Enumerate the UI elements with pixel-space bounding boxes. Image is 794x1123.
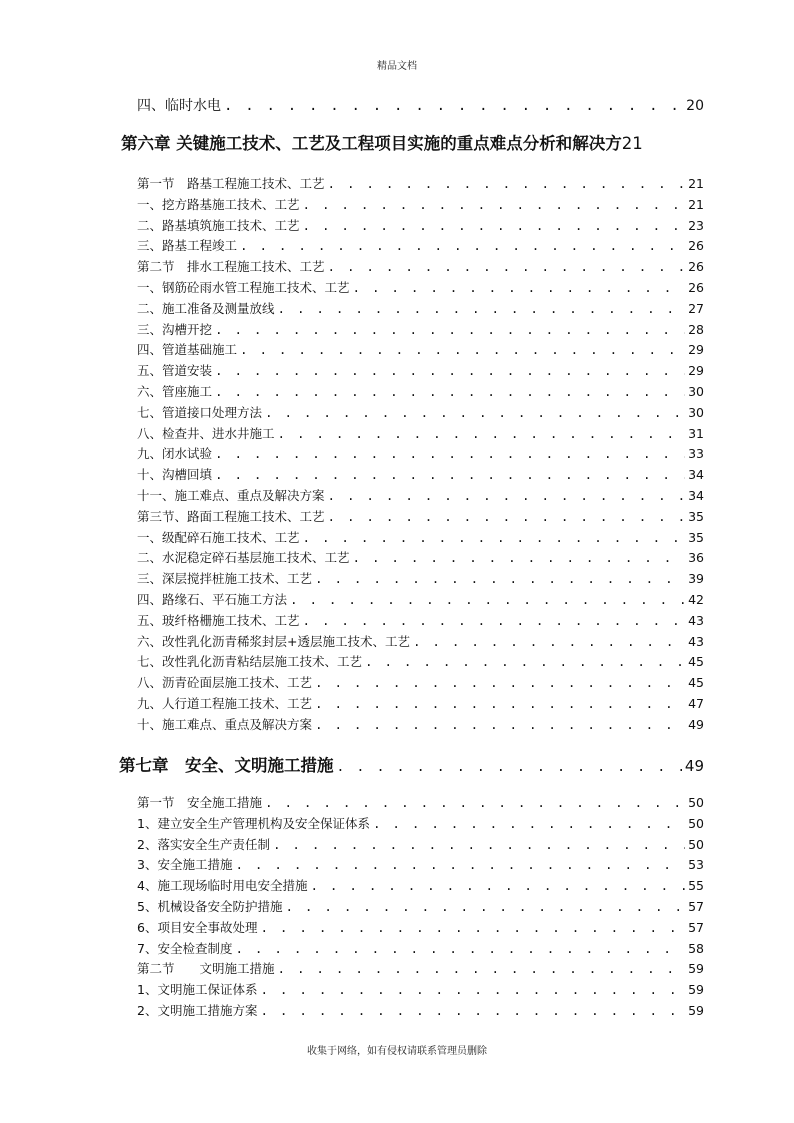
toc-entry xyxy=(137,528,704,545)
toc-entry-page: 28 xyxy=(688,321,704,337)
toc-entry-label: 七、改性乳化沥青粘结层施工技术、工艺 xyxy=(137,654,363,670)
toc-entry-page: 45 xyxy=(688,675,704,691)
toc-leader-dots xyxy=(265,795,685,810)
toc-entry-page: 21 xyxy=(688,196,704,212)
toc-entry xyxy=(137,216,704,233)
toc-entry-page: 43 xyxy=(688,612,704,628)
toc-entry-label: 十、沟槽回填 xyxy=(137,467,213,483)
toc-entry-page: 34 xyxy=(688,467,704,483)
toc-entry xyxy=(137,320,704,337)
toc-entry xyxy=(137,793,704,810)
toc-entry-label: 7、安全检查制度 xyxy=(137,940,233,956)
toc-entry-label: 五、管道安装 xyxy=(137,363,213,379)
toc-leader-dots xyxy=(328,509,686,524)
toc-entry-page: 29 xyxy=(688,363,704,379)
toc-entry-label: 四、路缘石、平石施工方法 xyxy=(137,592,288,607)
page-header: 精品文档 xyxy=(377,61,417,72)
toc-entry-label: 六、管座施工 xyxy=(137,384,213,399)
toc-leader-dots xyxy=(290,592,685,607)
toc-leader-dots xyxy=(373,816,685,831)
toc-entry xyxy=(137,694,704,711)
toc-entry-label: 三、深层搅拌桩施工技术、工艺 xyxy=(137,571,313,587)
toc-entry-page: 33 xyxy=(688,446,704,462)
toc-leader-dots xyxy=(215,446,685,461)
toc-entry xyxy=(137,652,704,669)
toc-entry-label: 四、管道基础施工 xyxy=(137,342,238,358)
toc-entry-page: 26 xyxy=(688,238,704,254)
toc-entry-label: 七、管道接口处理方法 xyxy=(137,404,263,420)
toc-leader-dots xyxy=(278,426,686,441)
toc-entry-label: 6、项目安全事故处理 xyxy=(137,919,258,935)
toc-entry-label: 3、安全施工措施 xyxy=(137,857,233,873)
toc-entry-page: 30 xyxy=(688,384,704,399)
toc-entry xyxy=(137,95,704,115)
toc-leader-dots xyxy=(328,259,686,274)
toc-entry xyxy=(137,897,704,914)
toc-entry xyxy=(137,340,704,357)
toc-leader-dots xyxy=(260,920,685,935)
toc-entry-page: 34 xyxy=(688,488,704,503)
toc-entry-page: 57 xyxy=(688,899,704,914)
toc-entry xyxy=(137,257,704,274)
toc-entry xyxy=(137,174,704,191)
chapter-page: 21 xyxy=(621,134,643,153)
toc-leader-dots xyxy=(265,405,685,420)
toc-entry xyxy=(137,361,704,378)
toc-entry-page: 50 xyxy=(688,815,704,831)
toc-entry xyxy=(137,465,704,482)
toc-leader-dots xyxy=(235,857,685,872)
chapter-heading xyxy=(119,752,704,776)
toc-entry-page: 35 xyxy=(688,508,704,524)
toc-entry xyxy=(137,569,704,586)
toc-leader-dots xyxy=(240,342,685,357)
toc-leader-dots xyxy=(303,613,686,628)
toc-entry xyxy=(137,611,704,628)
toc-entry xyxy=(137,403,704,420)
toc-entry xyxy=(137,959,704,976)
toc-leader-dots xyxy=(215,384,685,399)
toc-entry xyxy=(137,715,704,732)
toc-entry xyxy=(137,382,704,399)
toc-entry-page: 20 xyxy=(686,98,704,114)
toc-entry-label: 第一节 安全施工措施 xyxy=(137,795,263,810)
toc-entry-label: 八、检查井、进水井施工 xyxy=(137,425,275,441)
toc-leader-dots xyxy=(215,467,685,482)
toc-entry-label: 六、改性乳化沥青稀浆封层+透层施工技术、工艺 xyxy=(137,633,410,649)
toc-entry-page: 27 xyxy=(688,300,704,316)
toc-entry-page: 57 xyxy=(688,919,704,935)
toc-entry-label: 第三节、路面工程施工技术、工艺 xyxy=(137,508,325,524)
toc-entry-label: 1、文明施工保证体系 xyxy=(137,982,258,998)
toc-entry-label: 一、级配碎石施工技术、工艺 xyxy=(137,529,300,545)
toc-entry-page: 42 xyxy=(688,592,704,607)
toc-entry-page: 59 xyxy=(688,982,704,998)
toc-entry-page: 31 xyxy=(688,425,704,441)
toc-entry-label: 四、临时水电 xyxy=(137,98,221,114)
toc-entry-page: 49 xyxy=(688,716,704,732)
toc-entry-page: 50 xyxy=(688,795,704,810)
toc-leader-dots xyxy=(353,280,686,295)
toc-entry-label: 三、路基工程竣工 xyxy=(137,238,238,254)
toc-entry xyxy=(137,444,704,461)
toc-entry xyxy=(137,236,704,253)
toc-leader-dots xyxy=(315,717,685,732)
toc-entry-label: 五、玻纤格栅施工技术、工艺 xyxy=(137,612,300,628)
toc-leader-dots xyxy=(315,696,685,711)
chapter-title: 第七章 安全、文明施工措施 xyxy=(119,756,334,775)
toc-entry-label: 一、钢筋砼雨水管工程施工技术、工艺 xyxy=(137,280,350,295)
toc-leader-dots xyxy=(240,238,685,253)
toc-entry xyxy=(137,195,704,212)
toc-leader-dots xyxy=(315,675,685,690)
toc-entry-page: 47 xyxy=(688,696,704,711)
toc-entry-label: 三、沟槽开挖 xyxy=(137,321,213,337)
toc-entry-page: 39 xyxy=(688,571,704,587)
toc-leader-dots xyxy=(260,982,685,997)
toc-entry-page: 55 xyxy=(688,878,704,894)
toc-leader-dots xyxy=(337,760,682,775)
toc-leader-dots xyxy=(278,301,686,316)
page-footer: 收集于网络，如有侵权请联系管理员删除 xyxy=(307,1046,487,1057)
toc-entry xyxy=(137,632,704,649)
toc-leader-dots xyxy=(303,530,686,545)
toc-entry-label: 第二节 文明施工措施 xyxy=(137,961,275,977)
toc-entry xyxy=(137,939,704,956)
toc-entry xyxy=(137,835,704,852)
toc-leader-dots xyxy=(303,218,686,233)
toc-leader-dots xyxy=(353,550,686,565)
toc-entry xyxy=(137,278,704,295)
toc-entry-page: 26 xyxy=(688,280,704,295)
toc-entry-page: 59 xyxy=(688,961,704,977)
toc-entry-label: 第二节 排水工程施工技术、工艺 xyxy=(137,259,325,275)
toc-entry-page: 36 xyxy=(688,550,704,566)
toc-entry-page: 58 xyxy=(688,940,704,956)
toc-entry-label: 第一节 路基工程施工技术、工艺 xyxy=(137,176,325,191)
toc-entry-label: 4、施工现场临时用电安全措施 xyxy=(137,878,308,894)
toc-leader-dots xyxy=(278,961,686,976)
toc-entry-label: 2、文明施工措施方案 xyxy=(137,1003,258,1018)
toc-entry xyxy=(137,1001,704,1018)
toc-entry xyxy=(137,814,704,831)
toc-entry xyxy=(137,424,704,441)
toc-entry-label: 九、闭水试验 xyxy=(137,446,213,462)
toc-entry-page: 50 xyxy=(688,836,704,852)
toc-entry-page: 30 xyxy=(688,404,704,420)
toc-entry xyxy=(137,299,704,316)
toc-entry xyxy=(137,548,704,565)
toc-entry-page: 26 xyxy=(688,259,704,275)
toc-entry-label: 八、沥青砼面层施工技术、工艺 xyxy=(137,675,313,691)
toc-entry xyxy=(137,590,704,607)
toc-entry-page: 53 xyxy=(688,857,704,873)
toc-entry-label: 2、落实安全生产责任制 xyxy=(137,836,270,852)
toc-entry xyxy=(137,507,704,524)
toc-leader-dots xyxy=(224,98,683,114)
toc-entry xyxy=(137,918,704,935)
toc-entry xyxy=(137,980,704,997)
toc-leader-dots xyxy=(215,363,685,378)
toc-leader-dots xyxy=(328,488,686,503)
toc-entry xyxy=(137,876,704,893)
toc-entry xyxy=(137,486,704,503)
toc-entry-page: 45 xyxy=(688,654,704,670)
toc-entry-label: 十一、施工难点、重点及解决方案 xyxy=(137,488,325,503)
toc-leader-dots xyxy=(310,878,685,893)
chapter-heading xyxy=(121,130,721,154)
toc-entry-label: 5、机械设备安全防护措施 xyxy=(137,899,283,914)
toc-entry-label: 九、人行道工程施工技术、工艺 xyxy=(137,696,313,711)
toc-leader-dots xyxy=(285,899,685,914)
toc-leader-dots xyxy=(215,322,685,337)
toc-entry-label: 十、施工难点、重点及解决方案 xyxy=(137,716,313,732)
toc-entry-page: 43 xyxy=(688,633,704,649)
toc-entry-label: 二、路基填筑施工技术、工艺 xyxy=(137,217,300,233)
toc-leader-dots xyxy=(273,837,685,852)
toc-leader-dots xyxy=(328,176,686,191)
toc-leader-dots xyxy=(315,571,685,586)
toc-entry-page: 29 xyxy=(688,342,704,358)
toc-entry xyxy=(137,673,704,690)
toc-entry-page: 59 xyxy=(688,1003,704,1018)
toc-entry-page: 21 xyxy=(688,176,704,191)
toc-entry-page: 23 xyxy=(688,217,704,233)
toc-leader-dots xyxy=(413,634,685,649)
toc-entry-label: 一、挖方路基施工技术、工艺 xyxy=(137,196,300,212)
toc-leader-dots xyxy=(365,654,685,669)
toc-leader-dots xyxy=(303,197,686,212)
toc-leader-dots xyxy=(235,941,685,956)
toc-entry-page: 35 xyxy=(688,529,704,545)
chapter-page: 49 xyxy=(684,757,704,775)
toc-entry-label: 1、建立安全生产管理机构及安全保证体系 xyxy=(137,815,370,831)
toc-entry-label: 二、施工准备及测量放线 xyxy=(137,300,275,316)
toc-entry-label: 二、水泥稳定碎石基层施工技术、工艺 xyxy=(137,550,350,566)
chapter-title: 第六章 关键施工技术、工艺及工程项目实施的重点难点分析和解决方 xyxy=(121,134,622,153)
toc-leader-dots xyxy=(260,1003,685,1018)
toc-entry xyxy=(137,855,704,872)
